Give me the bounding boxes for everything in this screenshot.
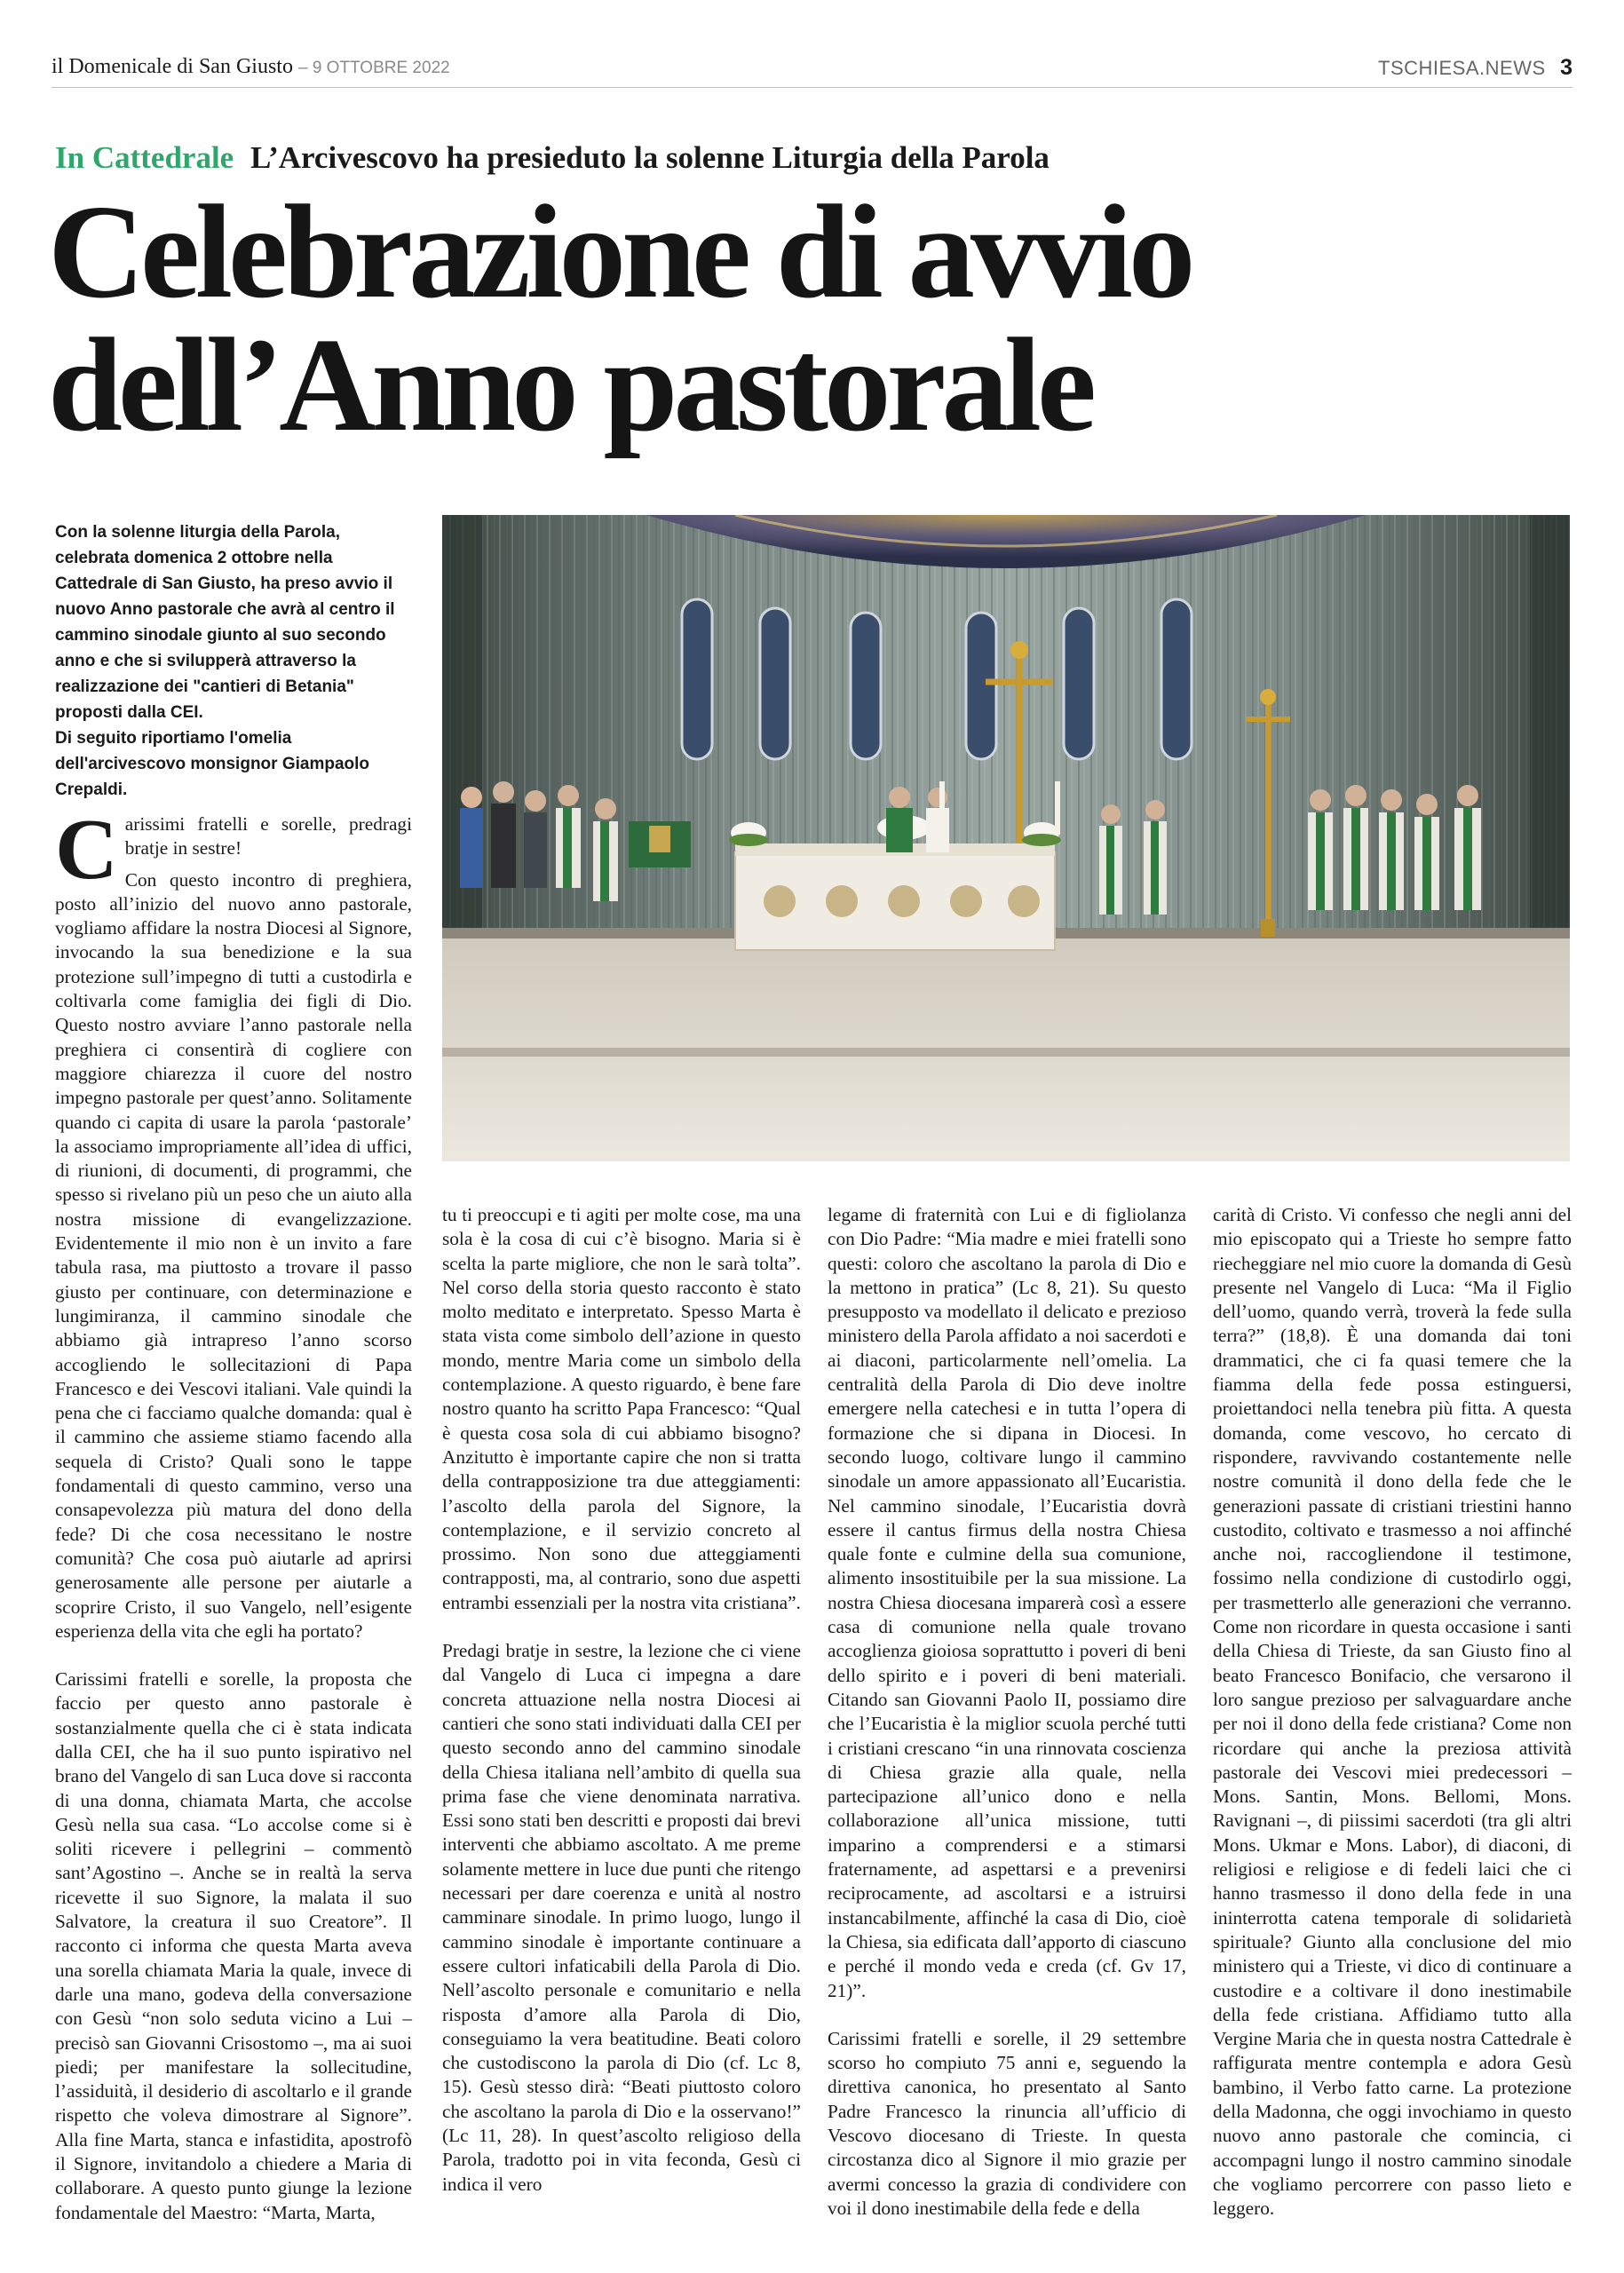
- running-head-right: [1378, 55, 1573, 81]
- opening-text: arissimi fratelli e sorelle, predragi bratje in sestre!: [124, 813, 412, 859]
- kicker: [55, 140, 1050, 176]
- drop-cap: C: [55, 802, 118, 898]
- article-paragraph: Carissimi fratelli e sorelle, la proposta che faccio per questo anno pastorale è sostanzialmente quella che ci è stata indicata dalla CEI, che ha il suo punto ispirativo nel brano del Vangelo di san Luca dove si racconta di una donna, chiamata Marta, che accolse Gesù nella sua casa. “Lo accolse come si è soliti ricevere i pellegrini – commentò sant’Agostino –. Anche se in realtà la serva ricevette il suo Signore, la malata il suo Salvatore, la creatura il suo Creatore”. Il racconto ci informa che questa Marta aveva una sorella chiamata Maria la quale, invece di darle una mano, godeva della conversazione con Gesù “non solo seduta vicino a Lui – precisò san Giovanni Crisostomo –, ma ai suoi piedi; per manifestare la sollecitudine, l’assiduità, il desiderio di ascoltarlo e il grande rispetto che voleva dimostrare al Signore”. Alla fine Marta, stanca e infastidita, apostrofò il Signore, invitandolo a chiedere a Maria di collaborare. A questo punto giunge la lezione fondamentale del Maestro: “Marta, Marta,: [55, 1668, 412, 2223]
- website-name: TSCHIESA.NEWS: [1378, 57, 1546, 79]
- article-column-1: [55, 802, 412, 2225]
- kicker-subtitle: L’Arcivescovo ha presieduto la solenne Liturgia della Parola: [250, 140, 1050, 175]
- article-paragraph: Carissimi fratelli e sorelle, il 29 settembre scorso ho compiuto 75 anni e, seguendo la direttiva canonica, ho presentato al Santo Padre Francesco la rinuncia all’ufficio di Vescovo diocesano di Trieste. In questa circostanza dico al Signore il mio grazie per avermi concesso la grazia di condividere con voi il dono inestimabile della fede e della: [828, 2027, 1186, 2219]
- headline-line-1: Celebrazione di avvio: [48, 177, 1192, 326]
- article-column-2: [442, 1203, 801, 2197]
- page-number: 3: [1560, 55, 1573, 80]
- article-paragraph: carità di Cristo. Vi confesso che negli anni del mio episcopato qui a Trieste ho sempre fatto riecheggiare nel mio cuore la domanda di Gesù presente nel Vangelo di Luca: “Ma il Figlio dell’uomo, quando verrà, troverà la fede sulla terra?” (18,8). È una domanda dai toni drammatici, che ci fa quasi temere che la fiamma della fede possa estinguersi, proiettandoci nella tenebra più fitta. A questa domanda, come vescovo, ho cercato di rispondere, ravvivando costantemente nelle nostre comunità il dono della fede che le generazioni passate di cristiani triestini hanno custodito, coltivato e trasmesso a noi affinché anche noi, raccogliendone il testimone, fossimo nella condizione di custodirlo oggi, per trasmetterlo alle generazioni che verranno. Come non ricordare in questa occasione i santi della Chiesa di Trieste, da san Giusto fino al beato Francesco Bonifacio, che versarono il loro sangue prezioso per salvaguardare anche per noi il dono della fede cristiana? Come non ricordare qui anche la preziosa attività pastorale dei Vescovi miei predecessori – Mons. Santin, Mons. Bellomi, Mons. Ravignani –, di piissimi sacerdoti (tra gli altri Mons. Ukmar e Mons. Labor), di diaconi, di religiosi e religiose e di fedeli laici che ci hanno trasmesso il dono della fede in una ininterrotta catena temporale di solidarietà spirituale? Giunto alla conclusione del mio ministero qui a Trieste, vi dico di continuare a custodire e a coltivare il dono inestimabile della fede cristiana. Affidiamo tutto alla Vergine Maria che in questa nostra Cattedrale è raffigurata mentre contempla e adora Gesù bambino, il Verbo fatto carne. La protezione della Madonna, che oggi invochiamo in questo nuovo anno pastorale che comincia, ci accompagni lungo il nostro cammino sinodale che vogliamo percorrere con passo lieto e leggero.: [1213, 1204, 1572, 2220]
- article-paragraph: tu ti preoccupi e ti agiti per molte cose, ma una sola è la cosa di cui c’è bisogno. Maria si è scelta la parte migliore, che non le sarà tolta”. Nel corso della storia questo racconto è stato molto meditato e interpretato. Spesso Marta è stata vista come simbolo dell’azione in questo mondo, mentre Maria come un simbolo della contemplazione. A questo riguardo, è bene fare nostro quanto ha scritto Papa Francesco: “Qual è questa cosa sola di cui abbiamo bisogno? Anzitutto è importante capire che non si tratta della contrapposizione tra due atteggiamenti: l’ascolto della parola del Signore, la contemplazione, e il servizio concreto al prossimo. Non sono due atteggiamenti contrapposti, ma, al contrario, sono due aspetti entrambi essenziali per la nostra vita cristiana”.: [442, 1204, 801, 1613]
- cathedral-photo: [442, 515, 1570, 1161]
- running-head-left: [51, 55, 450, 79]
- article-column-3: [828, 1203, 1186, 2221]
- newspaper-name: il Domenicale di San Giusto: [51, 55, 293, 78]
- issue-date: – 9 OTTOBRE 2022: [297, 59, 450, 77]
- running-head: [51, 46, 1573, 88]
- article-paragraph: legame di fraternità con Lui e di figliolanza con Dio Padre: “Mia madre e miei fratelli sono questi: coloro che ascoltano la parola di Dio e la mettono in pratica” (Lc 8, 21). Su questo presupposto va modellato il delicato e prezioso ministero della Parola affidato a noi sacerdoti e ai diaconi, particolarmente nell’omelia. La centralità della Parola di Dio deve inoltre emergere nella catechesi e in tutta l’opera di formazione che si dipana in Diocesi. In secondo luogo, coltivare lungo il cammino sinodale un amore appassionato all’Eucaristia. Nel cammino sinodale, l’Eucaristia dovrà essere il cantus firmus della nostra Chiesa quale fonte e culmine della sua comunione, alimento insostituibile per la sua missione. La nostra Chiesa diocesana imparerà così a essere casa di comunione nella quale trovano accoglienza gioiosa soprattutto i poveri di beni dello spirito e i poveri di beni materiali. Citando san Giovanni Paolo II, possiamo dire che l’Eucaristia è la miglior scuola perché tutti i cristiani crescano “in una rinnovata coscienza di Chiesa grazie alla quale, nella partecipazione all’unico dono e nella collaborazione all’unica missione, tutti imparino a comprendersi e a stimarsi fraternamente, ad aspettarsi e a prevenirsi reciprocamente, ad ascoltarsi e a istruirsi instancabilmente, affinché la casa di Dio, cioè la Chiesa, sia edificata dall’apporto di ciascuno e perché il mondo veda e creda (cf. Gv 17, 21)”.: [828, 1204, 1186, 2001]
- article-paragraph: Con questo incontro di preghiera, posto all’inizio del nuovo anno pastorale, vogliamo affidare la nostra Diocesi al Signore, invocando la sua benedizione e la sua protezione sull’impegno di tutti a custodirla e coltivarla come famiglia dei figli di Dio. Questo nostro avviare l’anno pastorale nella preghiera ci consentirà di cogliere con maggiore chiarezza il cuore del nostro impegno pastorale per quest’anno. Solitamente quando ci capita di usare la parola ‘pastorale’ la associamo impropriamente all’idea di uffici, di riunioni, di documenti, di programmi, che spesso si rivelano più un peso che un aiuto alla nostra missione di evangelizzazione. Evidentemente il mio non è un invito a fare tabula rasa, ma piuttosto a trovare il passo giusto per continuare, con determinazione e lungimiranza, il cammino sinodale che abbiamo già intrapreso l’anno scorso accogliendo le sollecitazioni di Papa Francesco e dei Vescovi italiani. Vale quindi la pena che ci facciamo qualche domanda: qual è il cammino che assieme stiamo facendo alla sequela di Cristo? Quali sono le tappe fondamentali di questo cammino, verso una consapevolezza più matura del dono della fede? Di che cosa necessitano le nostre comunità? Che cosa può aiutarle ad aprirsi generosamente alle persone per aiutarle a scoprire Cristo, il suo Vangelo, nell’esigente esperienza della vita che egli ha portato?: [55, 868, 412, 1642]
- article-opening: [55, 802, 412, 898]
- headline-line-2: dell’Anno pastorale: [48, 310, 1092, 459]
- article-column-4: [1213, 1203, 1572, 2221]
- headline: [48, 177, 1575, 459]
- lead-text-1: Con la solenne liturgia della Parola, celebrata domenica 2 ottobre nella Cattedrale di San Giusto, ha preso avvio il nuovo Anno pastorale che avrà al centro il cammino sinodale giunto al suo secondo anno e che si svilupperà attraverso la realizzazione dei "cantieri di Betania" proposti dalla CEI.: [55, 523, 395, 722]
- kicker-section: In Cattedrale: [55, 140, 234, 175]
- lead-paragraph: [55, 519, 410, 803]
- article-paragraph: Predagi bratje in sestre, la lezione che ci viene dal Vangelo di Luca ci impegna a dare concreta attuazione nella nostra Diocesi ai cantieri che sono stati individuati dalla CEI per questo secondo anno del cammino sinodale della Chiesa italiana nell’ambito di quella sua prima fase che viene denominata narrativa. Essi sono stati ben descritti e proposti dai brevi interventi che abbiamo ascoltato. A me preme solamente mettere in luce due punti che ritengo necessari per dare coerenza e unità al nostro camminare sinodale. In primo luogo, lungo il cammino sinodale è importante continuare a essere cultori infaticabili della Parola di Dio. Nell’ascolto personale e comunitario e nella risposta d’amore alla Parola di Dio, conseguiamo la vera beatitudine. Beati coloro che custodiscono la parola di Dio (cf. Lc 8, 15). Gesù stesso dirà: “Beati piuttosto coloro che ascoltano la parola di Dio e la osservano!” (Lc 11, 28). In quest’ascolto religioso della Parola, tradotto poi in vita feconda, Gesù ci indica il vero: [442, 1640, 801, 2195]
- lead-text-2: Di seguito riportiamo l'omelia dell'arcivescovo monsignor Giampaolo Crepaldi.: [55, 729, 370, 799]
